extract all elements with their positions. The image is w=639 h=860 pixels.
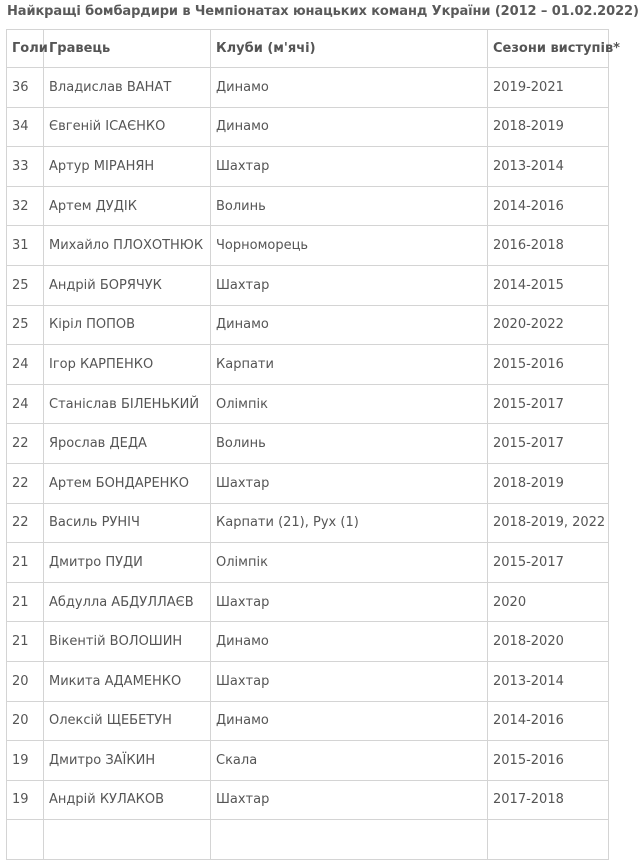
cell-goals: 20 (7, 701, 44, 741)
cell-seasons: 2015-2017 (488, 543, 609, 583)
table-caption: Найкращі бомбардири в Чемпіонатах юнацьких команд України (2012 – 01.02.2022) (7, 4, 639, 19)
header-player: Гравець (44, 30, 211, 68)
cell-clubs: Динамо (211, 107, 488, 147)
table-row (7, 582, 609, 622)
table-row (7, 661, 609, 701)
cell-clubs: Чорноморець (211, 226, 488, 266)
cell-goals: 22 (7, 503, 44, 543)
cell-player: Дмитро ЗАЇКИН (44, 741, 211, 781)
cell-clubs (211, 820, 488, 860)
cell-seasons: 2018-2019 (488, 463, 609, 503)
cell-clubs: Динамо (211, 701, 488, 741)
cell-goals: 32 (7, 186, 44, 226)
cell-goals: 25 (7, 265, 44, 305)
cell-clubs: Олімпік (211, 384, 488, 424)
cell-goals: 21 (7, 582, 44, 622)
cell-player: Ярослав ДЕДА (44, 424, 211, 464)
cell-player: Андрій КУЛАКОВ (44, 780, 211, 820)
cell-player: Дмитро ПУДИ (44, 543, 211, 583)
cell-goals: 21 (7, 622, 44, 662)
cell-player: Вікентій ВОЛОШИН (44, 622, 211, 662)
cell-seasons: 2019-2021 (488, 68, 609, 108)
cell-goals: 21 (7, 543, 44, 583)
cell-clubs: Шахтар (211, 780, 488, 820)
table-row (7, 345, 609, 385)
cell-seasons: 2015-2017 (488, 424, 609, 464)
table-header-row (7, 30, 609, 68)
cell-player: Владислав ВАНАТ (44, 68, 211, 108)
cell-player: Василь РУНІЧ (44, 503, 211, 543)
table-row (7, 701, 609, 741)
cell-clubs: Скала (211, 741, 488, 781)
cell-clubs: Динамо (211, 305, 488, 345)
cell-player (44, 820, 211, 860)
cell-player: Микита АДАМЕНКО (44, 661, 211, 701)
cell-clubs: Шахтар (211, 147, 488, 187)
cell-seasons: 2018-2019 (488, 107, 609, 147)
cell-seasons: 2020-2022 (488, 305, 609, 345)
cell-clubs: Динамо (211, 622, 488, 662)
cell-goals: 22 (7, 463, 44, 503)
cell-goals: 34 (7, 107, 44, 147)
cell-goals: 24 (7, 384, 44, 424)
table-row (7, 305, 609, 345)
cell-player: Олексій ЩЕБЕТУН (44, 701, 211, 741)
header-clubs: Клуби (м'ячі) (211, 30, 488, 68)
table-row (7, 68, 609, 108)
cell-seasons: 2016-2018 (488, 226, 609, 266)
cell-player: Артем ДУДІК (44, 186, 211, 226)
cell-seasons: 2017-2018 (488, 780, 609, 820)
table-row (7, 424, 609, 464)
cell-seasons: 2013-2014 (488, 147, 609, 187)
cell-player: Михайло ПЛОХОТНЮК (44, 226, 211, 266)
cell-goals: 24 (7, 345, 44, 385)
table-row (7, 543, 609, 583)
cell-seasons: 2013-2014 (488, 661, 609, 701)
table-body (7, 68, 609, 860)
cell-clubs: Волинь (211, 424, 488, 464)
table-row (7, 186, 609, 226)
cell-goals: 19 (7, 780, 44, 820)
cell-goals: 33 (7, 147, 44, 187)
cell-player: Станіслав БІЛЕНЬКИЙ (44, 384, 211, 424)
cell-seasons: 2018-2019, 2022 (488, 503, 609, 543)
cell-player: Євгеній ІСАЄНКО (44, 107, 211, 147)
table-row (7, 107, 609, 147)
cell-seasons: 2015-2016 (488, 741, 609, 781)
cell-clubs: Шахтар (211, 582, 488, 622)
cell-seasons (488, 820, 609, 860)
table-row (7, 741, 609, 781)
table-row (7, 226, 609, 266)
cell-clubs: Карпати (21), Рух (1) (211, 503, 488, 543)
cell-clubs: Шахтар (211, 661, 488, 701)
table-row (7, 622, 609, 662)
cell-player: Кіріл ПОПОВ (44, 305, 211, 345)
cell-clubs: Шахтар (211, 265, 488, 305)
cell-player: Артем БОНДАРЕНКО (44, 463, 211, 503)
cell-player: Андрій БОРЯЧУК (44, 265, 211, 305)
cell-goals: 31 (7, 226, 44, 266)
cell-clubs: Карпати (211, 345, 488, 385)
cell-seasons: 2015-2017 (488, 384, 609, 424)
cell-seasons: 2018-2020 (488, 622, 609, 662)
table-row (7, 265, 609, 305)
table-row (7, 384, 609, 424)
cell-goals: 22 (7, 424, 44, 464)
table-row (7, 780, 609, 820)
cell-clubs: Олімпік (211, 543, 488, 583)
table-row (7, 820, 609, 860)
cell-seasons: 2014-2016 (488, 701, 609, 741)
cell-goals: 20 (7, 661, 44, 701)
cell-seasons: 2014-2015 (488, 265, 609, 305)
cell-goals (7, 820, 44, 860)
cell-clubs: Динамо (211, 68, 488, 108)
cell-goals: 19 (7, 741, 44, 781)
header-goals: Голи (7, 30, 44, 68)
table-row (7, 463, 609, 503)
cell-clubs: Шахтар (211, 463, 488, 503)
cell-player: Абдулла АБДУЛЛАЄВ (44, 582, 211, 622)
table-row (7, 147, 609, 187)
cell-goals: 36 (7, 68, 44, 108)
cell-player: Ігор КАРПЕНКО (44, 345, 211, 385)
cell-seasons: 2014-2016 (488, 186, 609, 226)
header-seasons: Сезони виступів* (488, 30, 609, 68)
top-scorers-table (6, 29, 620, 860)
cell-clubs: Волинь (211, 186, 488, 226)
cell-seasons: 2015-2016 (488, 345, 609, 385)
cell-player: Артур МІРАНЯН (44, 147, 211, 187)
table-row (7, 503, 609, 543)
cell-seasons: 2020 (488, 582, 609, 622)
cell-goals: 25 (7, 305, 44, 345)
